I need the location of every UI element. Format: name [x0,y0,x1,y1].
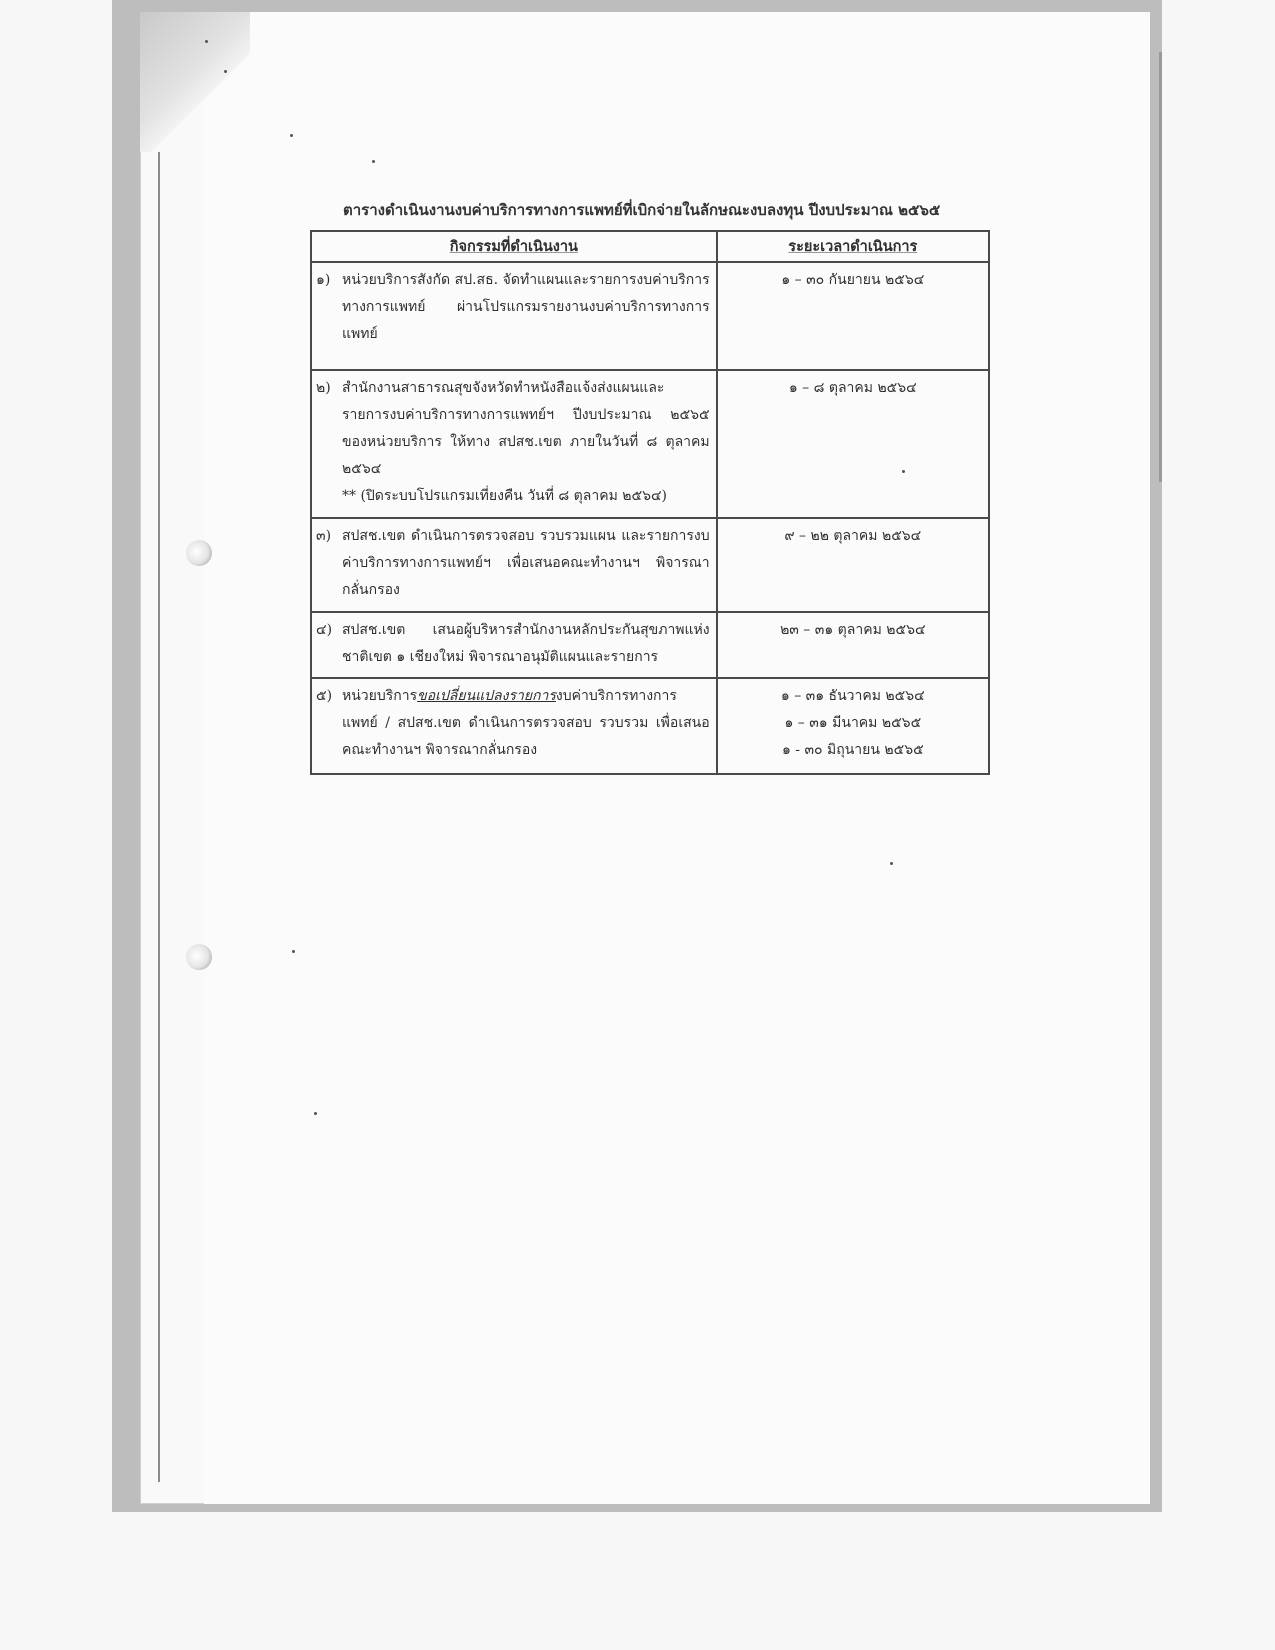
scan-speck [314,1112,317,1115]
punch-hole-bottom [186,944,212,970]
scan-speck [205,40,208,43]
punch-hole-top [186,540,212,566]
page-right-edge [1159,52,1162,482]
period-text: ๙ – ๒๒ ตุลาคม ๒๕๖๔ [784,528,922,544]
activity-cell [311,612,717,678]
scan-speck [224,70,227,73]
activity-cell [311,370,717,518]
period-text: ๒๓ – ๓๑ ตุลาคม ๒๕๖๔ [780,622,926,638]
table-row [311,518,989,612]
period-cell [717,262,989,370]
activity-text-start: หน่วยบริการ [342,688,418,704]
page-fold-line [158,152,160,1482]
table-row [311,262,989,370]
folded-corner [140,12,250,152]
row-number: ๓) [316,528,332,544]
scan-speck [290,134,293,137]
schedule-table [310,230,990,775]
row-number: ๕) [316,688,333,704]
period-text: ๑ – ๓๑ ธันวาคม ๒๕๖๔ [780,688,925,704]
activity-text-emphasis: ขอเปลี่ยนแปลงรายการ [417,688,556,704]
table-header-row [311,231,989,262]
row-number: ๒) [316,380,331,396]
period-text: ๑ - ๓๐ มิถุนายน ๒๕๖๕ [781,742,924,758]
scan-speck [292,950,295,953]
period-text: ๑ – ๓๑ มีนาคม ๒๕๖๕ [784,715,922,731]
period-text: ๑ – ๘ ตุลาคม ๒๕๖๔ [788,380,917,396]
row-number: ๔) [316,622,333,638]
activity-cell [311,678,717,774]
scan-speck [890,862,893,865]
period-cell [717,678,989,774]
period-cell [717,370,989,518]
activity-cell [311,518,717,612]
table-row [311,612,989,678]
activity-text: สำนักงานสาธารณสุขจังหวัดทำหนังสือแจ้งส่งแผนและรายการงบค่าบริการทางการแพทย์ฯ ปีงบประมาณ ๒๕๖๕ ของหน่วยบริการ ให้ทาง สปสช.เขต ภายในวันที่ ๘ ตุลาคม ๒๕๖๔ [342,380,710,477]
period-cell [717,612,989,678]
period-cell [717,518,989,612]
activity-text-end: งบค่าบริการทางการแพทย์ / สปสช.เขต ดำเนินการตรวจสอบ รวบรวม เพื่อเสนอคณะทำงานฯ พิจารณากลั่นกรอง [342,688,710,758]
activity-cell [311,262,717,370]
activity-text: สปสช.เขต ดำเนินการตรวจสอบ รวบรวมแผน และรายการงบค่าบริการทางการแพทย์ฯ เพื่อเสนอคณะทำงานฯ พิจารณากลั่นกรอง [342,528,710,598]
document-title: ตารางดำเนินงานงบค่าบริการทางการแพทย์ที่เบิกจ่ายในลักษณะงบลงทุน ปีงบประมาณ ๒๕๖๕ [343,201,941,219]
header-activity: กิจกรรมที่ดำเนินงาน [311,231,717,262]
period-text: ๑ – ๓๐ กันยายน ๒๕๖๔ [781,272,925,288]
activity-note: ** (ปิดระบบโปรแกรมเที่ยงคืน วันที่ ๘ ตุลาคม ๒๕๖๔) [342,488,668,504]
activity-text: หน่วยบริการสังกัด สป.สธ. จัดทำแผนและรายการงบค่าบริการทางการแพทย์ ผ่านโปรแกรมรายงานงบค่าบริการทางการแพทย์ [342,272,710,342]
table-row [311,678,989,774]
table-row [311,370,989,518]
activity-text: สปสช.เขต เสนอผู้บริหารสำนักงานหลักประกันสุขภาพแห่งชาติเขต ๑ เชียงใหม่ พิจารณาอนุมัติแผนและรายการ [342,622,710,665]
row-number: ๑) [316,272,331,288]
header-period: ระยะเวลาดำเนินการ [717,231,989,262]
scan-speck [372,160,375,163]
